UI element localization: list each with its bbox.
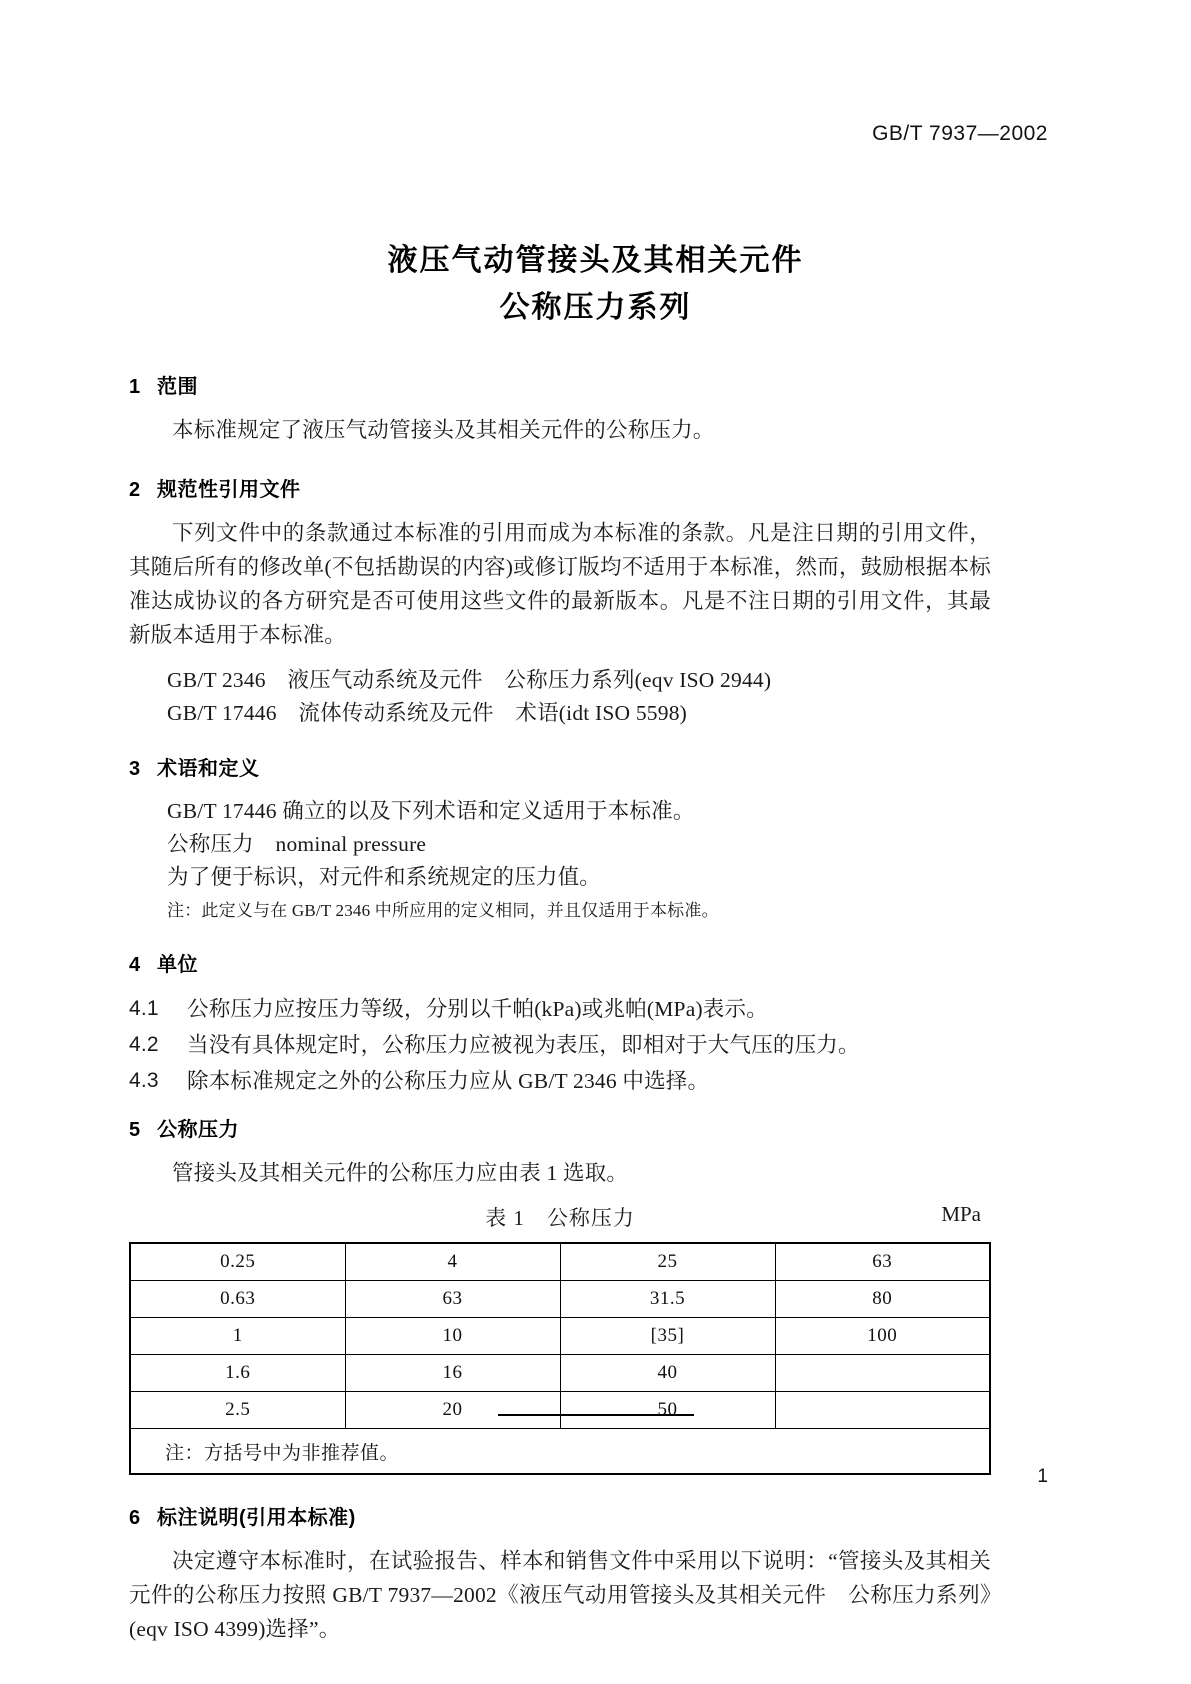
clause-4-3-text: 除本标准规定之外的公称压力应从 GB/T 2346 中选择。 — [187, 1069, 710, 1093]
table-note-row — [130, 1429, 990, 1475]
table-cell — [775, 1392, 990, 1429]
term-name: 公称压力 nominal pressure — [167, 832, 427, 856]
section-3-heading — [129, 752, 991, 781]
document-title-line2: 公称压力系列 — [499, 290, 692, 324]
spacer — [129, 1099, 991, 1113]
section-5-heading — [129, 1113, 991, 1142]
spacer — [129, 926, 991, 948]
table-cell: 63 — [345, 1281, 560, 1318]
table-row — [130, 1281, 990, 1318]
normative-reference-2: GB/T 17446 流体传动系统及元件 术语(idt ISO 5598) — [167, 701, 688, 725]
section-4-heading — [129, 948, 991, 977]
table-note: 注：方括号中为非推荐值。 — [130, 1429, 990, 1475]
table-cell: 4 — [345, 1243, 560, 1281]
section-3-paragraph: GB/T 17446 确立的以及下列术语和定义适用于本标准。 — [167, 799, 695, 823]
table-row — [130, 1243, 990, 1281]
section-6-title: 标注说明(引用本标准) — [157, 1507, 356, 1529]
section-4-title: 单位 — [157, 954, 198, 976]
table-cell: 1 — [130, 1318, 345, 1355]
section-2-number: 2 — [129, 479, 141, 501]
section-5-number: 5 — [129, 1119, 141, 1141]
section-6-number: 6 — [129, 1507, 141, 1529]
table-caption-row — [129, 1202, 991, 1236]
table-unit-label: MPa — [941, 1202, 981, 1226]
clause-4-2-text: 当没有具体规定时，公称压力应被视为表压，即相对于大气压的压力。 — [187, 1033, 860, 1057]
table-cell: 63 — [775, 1243, 990, 1281]
spacer — [129, 459, 991, 473]
standard-number-header: GB/T 7937—2002 — [872, 122, 1048, 145]
section-6-paragraph: 决定遵守本标准时，在试验报告、样本和销售文件中采用以下说明：“管接头及其相关元件的公称压力按照 GB/T 7937—2002《液压气动用管接头及其相关元件 公称压力系列》(eqv ISO 4399)选择”。 — [129, 1549, 991, 1641]
clause-4-2-number: 4.2 — [129, 1033, 159, 1056]
table-cell: 50 — [560, 1392, 775, 1429]
clause-4-2 — [129, 1027, 991, 1063]
table-row — [130, 1318, 990, 1355]
table-cell: 16 — [345, 1355, 560, 1392]
table-cell: 100 — [775, 1318, 990, 1355]
section-1-number: 1 — [129, 376, 141, 398]
section-1-title: 范围 — [157, 376, 198, 398]
clause-4-3 — [129, 1063, 991, 1099]
table-caption: 表 1 公称压力 — [485, 1206, 635, 1230]
clause-4-1 — [129, 991, 991, 1027]
table-cell: 25 — [560, 1243, 775, 1281]
table-cell — [775, 1355, 990, 1392]
normative-reference-1: GB/T 2346 液压气动系统及元件 公称压力系列(eqv ISO 2944) — [167, 668, 772, 692]
spacer — [129, 1475, 991, 1501]
term-definition: 为了便于标识，对元件和系统规定的压力值。 — [167, 865, 602, 889]
section-3-number: 3 — [129, 758, 141, 780]
section-3-title: 术语和定义 — [157, 758, 260, 780]
section-1-heading — [129, 370, 991, 399]
document-title — [0, 238, 1191, 331]
term-note: 注：此定义与在 GB/T 2346 中所应用的定义相同，并且仅适用于本标准。 — [167, 901, 719, 920]
clause-4-3-number: 4.3 — [129, 1069, 159, 1092]
nominal-pressure-table — [129, 1242, 991, 1475]
table-row — [130, 1392, 990, 1429]
document-title-line1: 液压气动管接头及其相关元件 — [387, 244, 804, 277]
section-2-paragraph: 下列文件中的条款通过本标准的引用而成为本标准的条款。凡是注日期的引用文件，其随后所有的修改单(不包括勘误的内容)或修订版均不适用于本标准，然而，鼓励根据本标准达成协议的各方研究是否可使用这些文件的最新版本。凡是不注日期的引用文件，其最新版本适用于本标准。 — [129, 521, 991, 647]
section-5-title: 公称压力 — [157, 1119, 239, 1141]
table-cell: 40 — [560, 1355, 775, 1392]
table-cell: 10 — [345, 1318, 560, 1355]
table-cell: 31.5 — [560, 1281, 775, 1318]
table-cell: [35] — [560, 1318, 775, 1355]
section-1-paragraph: 本标准规定了液压气动管接头及其相关元件的公称压力。 — [172, 418, 715, 442]
table-cell: 0.63 — [130, 1281, 345, 1318]
document-body — [129, 370, 991, 1658]
table-cell: 80 — [775, 1281, 990, 1318]
section-2-title: 规范性引用文件 — [157, 479, 301, 501]
clause-4-1-text: 公称压力应按压力等级，分别以千帕(kPa)或兆帕(MPa)表示。 — [187, 997, 768, 1021]
page-number: 1 — [1037, 1466, 1048, 1487]
footer-divider — [498, 1414, 694, 1416]
spacer — [129, 730, 991, 752]
table-cell: 1.6 — [130, 1355, 345, 1392]
clause-4-1-number: 4.1 — [129, 997, 159, 1020]
section-4-number: 4 — [129, 954, 141, 976]
table-row — [130, 1355, 990, 1392]
table-cell: 0.25 — [130, 1243, 345, 1281]
table-cell: 2.5 — [130, 1392, 345, 1429]
section-6-heading — [129, 1501, 991, 1530]
section-2-heading — [129, 473, 991, 502]
section-5-paragraph: 管接头及其相关元件的公称压力应由表 1 选取。 — [172, 1161, 629, 1185]
table-cell: 20 — [345, 1392, 560, 1429]
